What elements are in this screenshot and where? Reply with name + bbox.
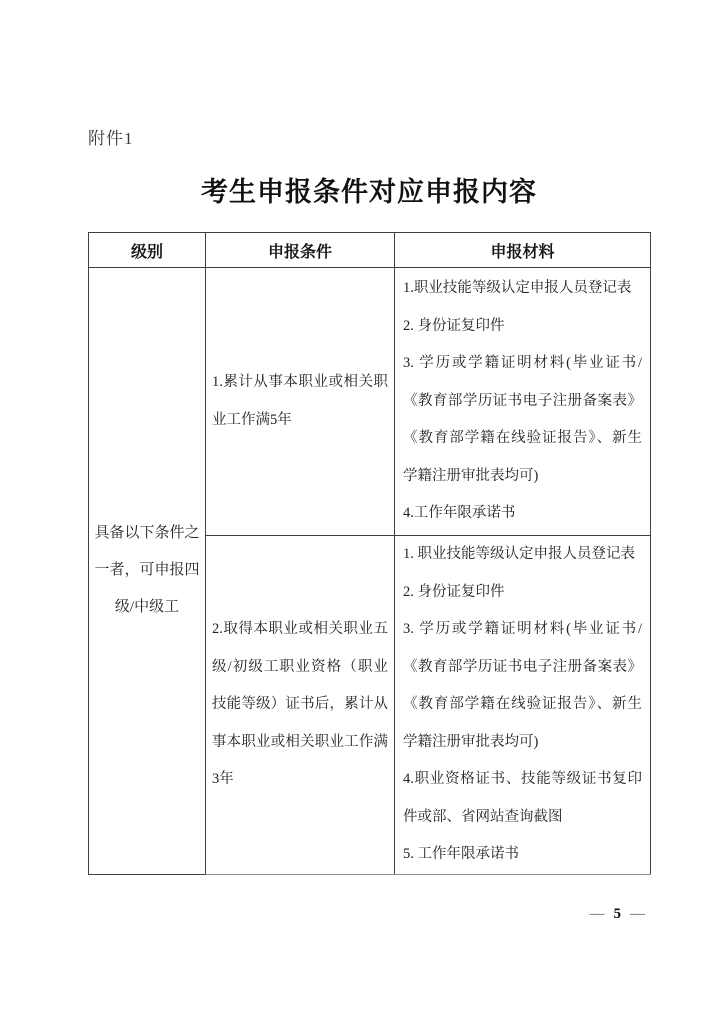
table-row: [89, 268, 651, 536]
material-item: 2. 身份证复印件: [403, 583, 505, 600]
col-header-conditions: 申报条件: [206, 233, 395, 268]
level-cell: 具备以下条件之一者，可申报四级/中级工: [89, 268, 206, 875]
material-item: 5. 工作年限承诺书: [403, 846, 519, 862]
col-header-materials: 申报材料: [395, 233, 651, 268]
materials-cell-2: [395, 536, 651, 875]
attachment-label: 附件1: [88, 129, 134, 148]
application-requirements-table: [88, 232, 651, 875]
material-item: 3. 学历或学籍证明材料(毕业证书/《教育部学历证书电子注册备案表》《教育部学籍在线验证报告》、新生学籍注册审批表均可): [403, 355, 642, 484]
table-header: [89, 233, 651, 268]
material-item: 1. 职业技能等级认定申报人员登记表: [403, 546, 635, 562]
page-number-dash-right: —: [630, 906, 645, 922]
condition-cell-1: 1.累计从事本职业或相关职业工作满5年: [206, 268, 395, 536]
col-header-level: 级别: [89, 233, 206, 268]
material-item: 2. 身份证复印件: [403, 317, 505, 334]
table-header-row: [89, 233, 651, 268]
material-item: 4.工作年限承诺书: [403, 505, 516, 522]
materials-cell-1: [395, 268, 651, 536]
page-number: [590, 906, 646, 923]
material-item: 3. 学历或学籍证明材料(毕业证书/《教育部学历证书电子注册备案表》《教育部学籍在线验证报告》、新生学籍注册审批表均可): [403, 621, 642, 750]
page-title: 考生申报条件对应申报内容: [201, 177, 537, 207]
page-number-dash-left: —: [589, 906, 605, 922]
material-item: 4.职业资格证书、技能等级证书复印件或部、省网站查询截图: [403, 771, 642, 825]
page-number-value: 5: [613, 906, 621, 922]
condition-cell-2: 2.取得本职业或相关职业五级/初级工职业资格（职业技能等级）证书后，累计从事本职业或相关职业工作满3年: [206, 536, 395, 875]
material-item: 1.职业技能等级认定申报人员登记表: [403, 280, 632, 297]
